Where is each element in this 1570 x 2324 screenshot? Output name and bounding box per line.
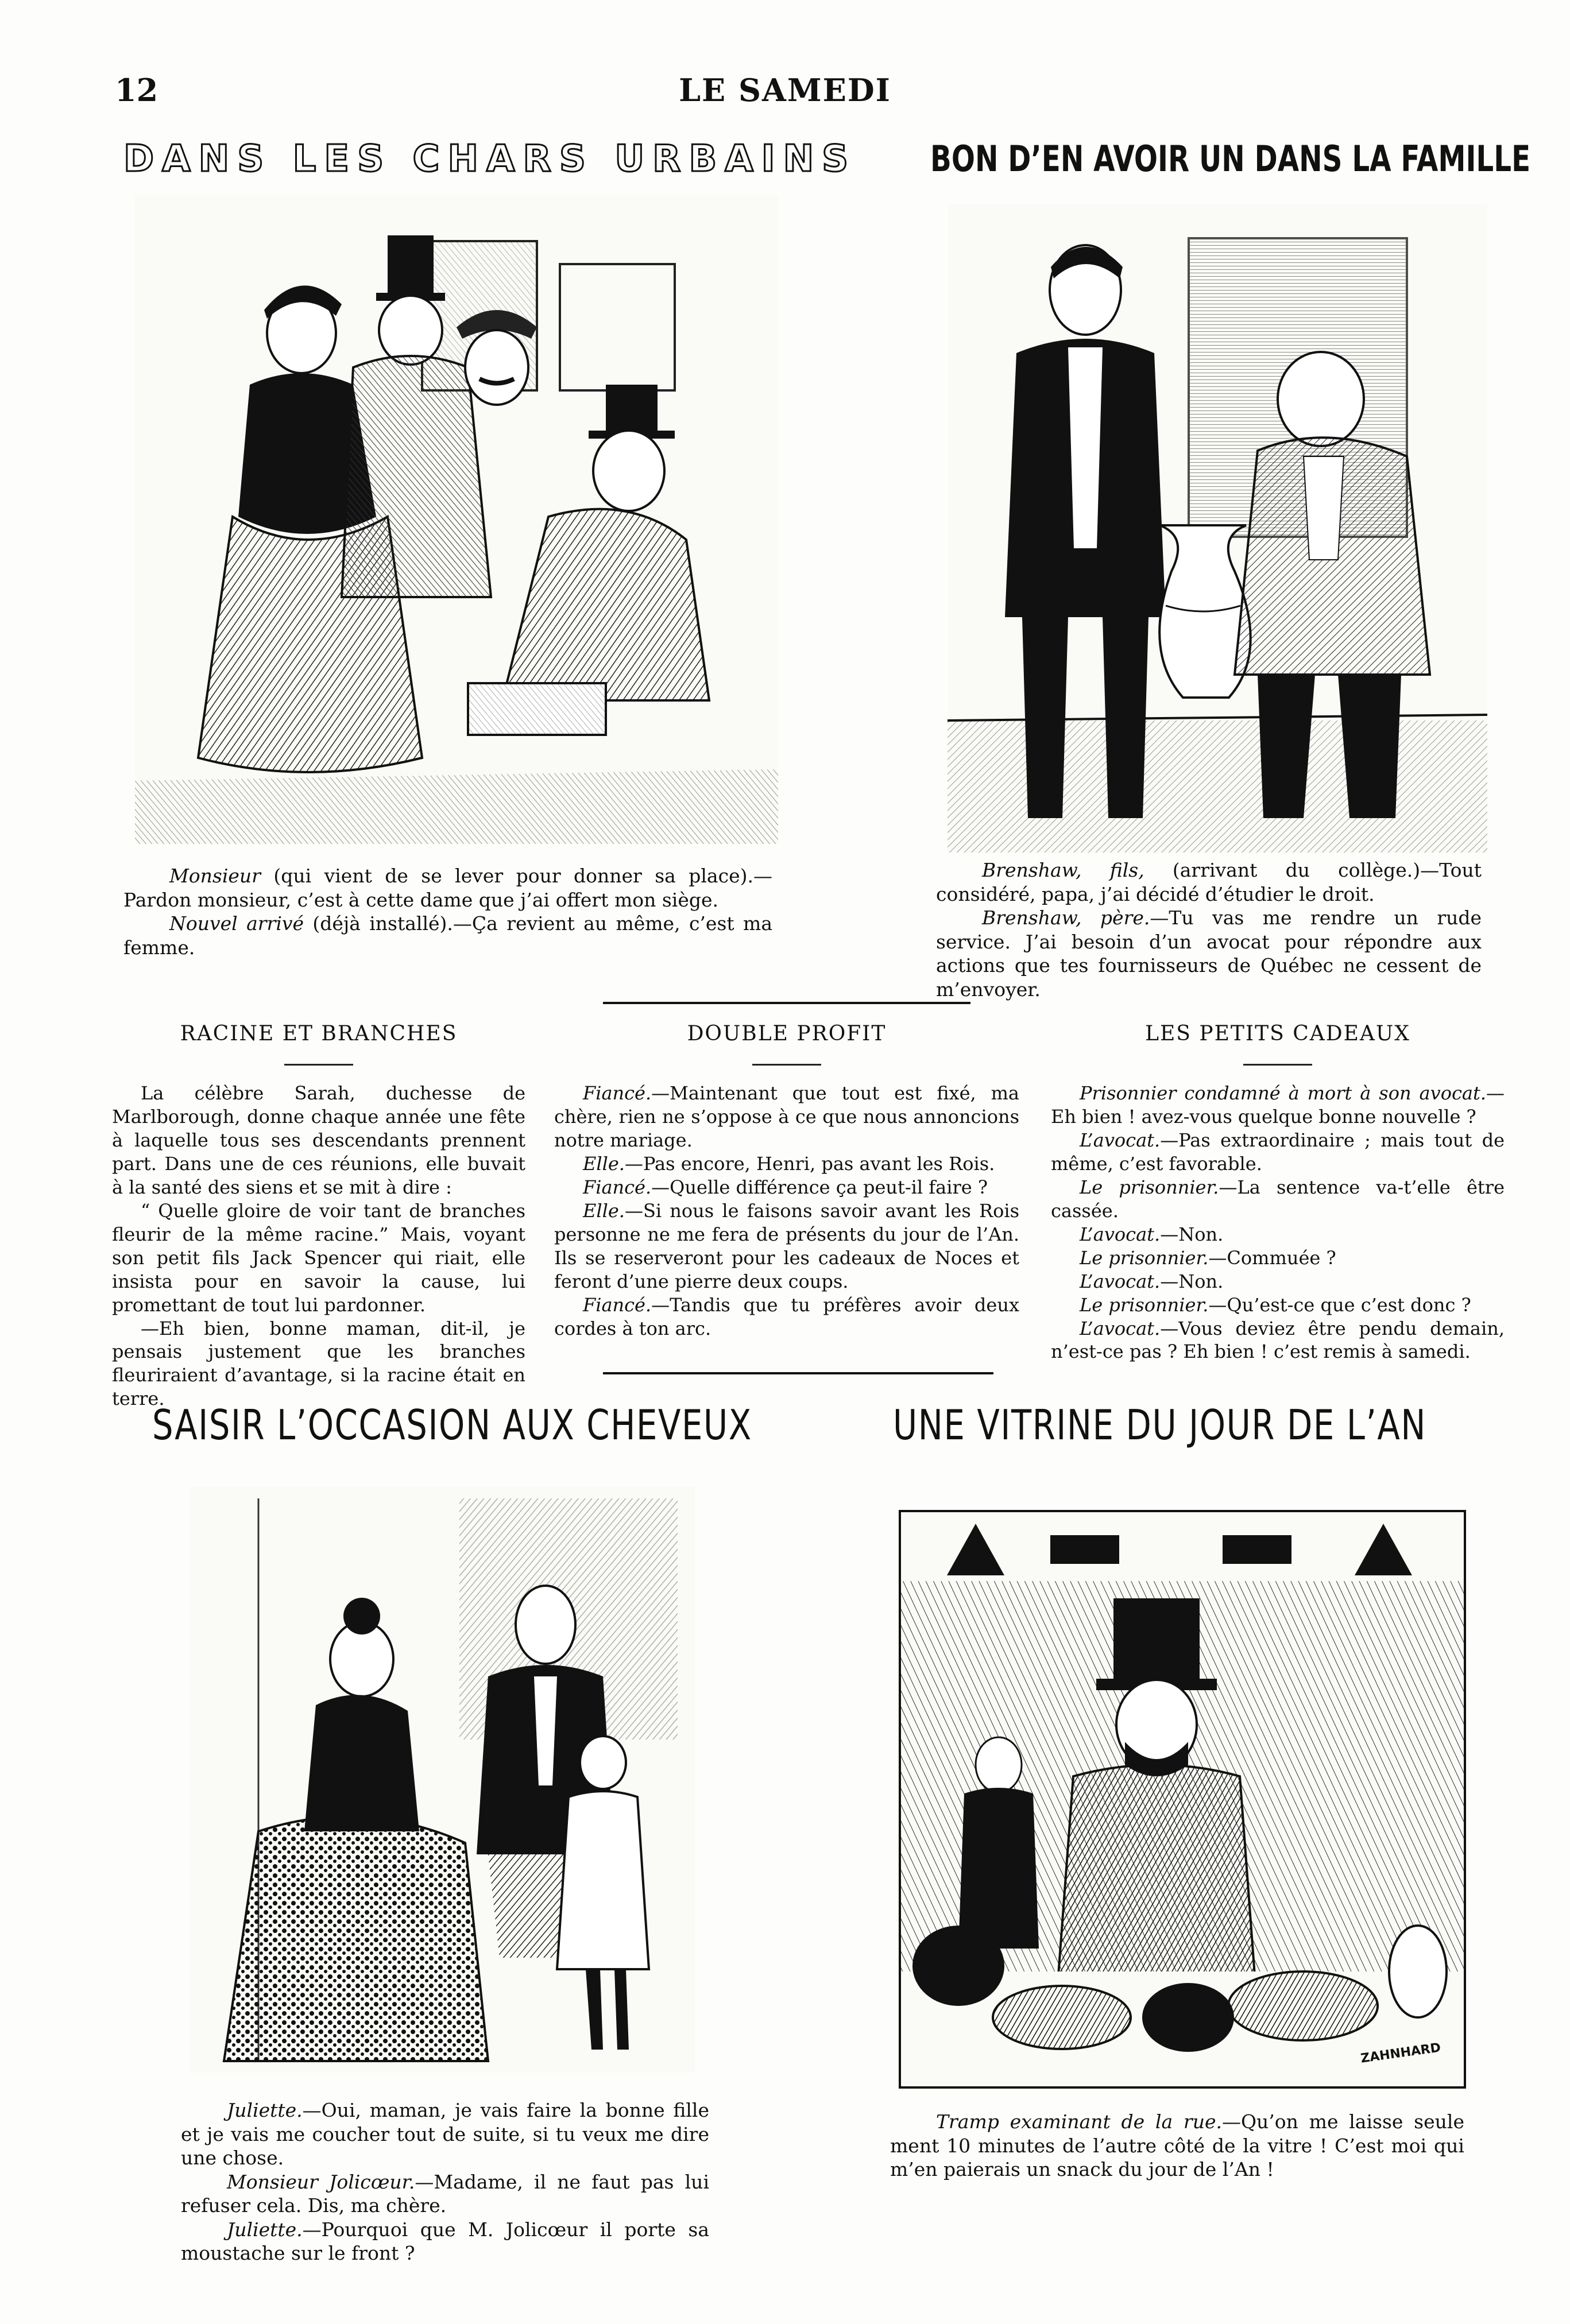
paragraph: [554, 1082, 1019, 1152]
dialogue-text: —Commuée ?: [1208, 1246, 1336, 1269]
column-rule: [1243, 1064, 1312, 1066]
speaker-name: Fiancé.: [583, 1293, 652, 1316]
paragraph: [1051, 1176, 1505, 1223]
paragraph: La célèbre Sarah, duchesse de Marlborough, donne chaque année une fête à laquelle tous ses descendants prennent part. Dans une de ces réunions, elle buvait à la santé des siens et se mit à dire :: [112, 1082, 525, 1198]
caption-famille: [936, 858, 1482, 1001]
caption-line: [181, 2098, 709, 2170]
caption-line: [936, 858, 1482, 906]
speaker-name: Fiancé.: [583, 1176, 652, 1198]
page-number: 12: [115, 72, 158, 109]
tramp-at-shop-window-illustration: [899, 1510, 1466, 2089]
father-and-son-illustration: [948, 204, 1487, 853]
dialogue-text: —La sentence va-t’elle être cassée.: [1051, 1176, 1505, 1222]
paragraph: [554, 1176, 1019, 1199]
dialogue-text: —Non.: [1160, 1223, 1224, 1245]
paragraph: —Eh bien, bonne maman, dit-il, je pensais justement que les branches fleuriraient d’avantage, si la racine était en terre.: [112, 1317, 525, 1410]
dialogue-text: —Madame, il ne faut pas lui refuser cela. Dis, ma chère.: [181, 2170, 709, 2217]
dialogue-text: —Vous deviez être pendu demain, n’est-ce pas ? Eh bien ! c’est remis à samedi.: [1051, 1317, 1505, 1363]
caption-line: [936, 906, 1482, 1001]
column-racine: [112, 1022, 525, 1411]
dialogue-text: —Qu’est-ce que c’est donc ?: [1208, 1293, 1471, 1316]
speaker-name: Prisonnier condamné à mort à son avocat.: [1080, 1082, 1486, 1104]
speaker-name: Nouvel arrivé: [169, 912, 304, 935]
speaker-name: L’avocat.: [1080, 1129, 1161, 1151]
dialogue-text: —Eh bien ! avez-vous quelque bonne nouvelle ?: [1051, 1082, 1505, 1128]
speaker-name: Brenshaw, fils,: [982, 859, 1144, 881]
speaker-name: Tramp examinant de la rue.: [936, 2110, 1222, 2133]
column-body: [554, 1082, 1019, 1340]
newspaper-title: LE SAMEDI: [679, 72, 891, 109]
column-body: [1051, 1082, 1505, 1364]
speaker-name: Juliette.: [227, 2099, 303, 2121]
family-parlor-illustration: [190, 1487, 695, 2073]
dialogue-text: —Maintenant que tout est fixé, ma chère, rien ne s’oppose à ce que nous annoncions notre mariage.: [554, 1082, 1019, 1151]
dialogue-text: (qui vient de se lever pour donner sa place).—Pardon monsieur, c’est à cette dame que j’ai offert mon siège.: [123, 865, 772, 911]
caption-line: [181, 2218, 709, 2265]
section-rule: [603, 1002, 970, 1004]
dialogue-text: —Qu’on me laisse seule ment 10 minutes de l’autre côté de la vitre ! C’est moi qui m’en paierais un snack du jour de l’An !: [890, 2110, 1464, 2181]
dialogue-text: (déjà installé).—Ça revient au même, c’est ma femme.: [123, 912, 772, 959]
dialogue-text: —Oui, maman, je vais faire la bonne fille et je vais me coucher tout de suite, si tu veux me dire une chose.: [181, 2099, 709, 2170]
speaker-name: Le prisonnier.: [1080, 1293, 1209, 1316]
caption-vitrine: [890, 2110, 1464, 2182]
caption-chars-urbains: [123, 864, 772, 959]
caption-line: [123, 912, 772, 959]
column-body: [112, 1082, 525, 1411]
speaker-name: Juliette.: [227, 2218, 303, 2241]
speaker-name: L’avocat.: [1080, 1223, 1161, 1245]
dialogue-text: —Si nous le faisons savoir avant les Rois personne ne me fera de présents du jour de l’An. Ils se reserveront pour les cadeaux de Noces et feront d’une pierre deux coups.: [554, 1199, 1019, 1292]
paragraph: [1051, 1223, 1505, 1246]
speaker-name: Elle.: [583, 1152, 625, 1175]
paragraph: [1051, 1293, 1505, 1317]
column-double-profit: [554, 1022, 1019, 1340]
dialogue-text: —Tandis que tu préfères avoir deux cordes à ton arc.: [554, 1293, 1019, 1339]
dialogue-text: (arrivant du collège.)—Tout considéré, papa, j’ai décidé d’étudier le droit.: [936, 859, 1482, 905]
panel-title-famille: BON D’EN AVOIR UN DANS LA FAMILLE: [930, 138, 1531, 180]
dialogue-text: —Quelle différence ça peut-il faire ?: [651, 1176, 988, 1198]
column-rule: [284, 1064, 353, 1066]
speaker-name: Elle.: [583, 1199, 625, 1222]
speaker-name: L’avocat.: [1080, 1270, 1161, 1292]
paragraph: [554, 1199, 1019, 1293]
column-title: DOUBLE PROFIT: [687, 1022, 887, 1045]
paragraph: [554, 1293, 1019, 1341]
paragraph: [554, 1152, 1019, 1176]
speaker-name: Le prisonnier.: [1080, 1176, 1219, 1198]
caption-line: [123, 864, 772, 912]
speaker-name: Monsieur: [169, 865, 261, 887]
dialogue-text: —Pourquoi que M. Jolicœur il porte sa moustache sur le front ?: [181, 2218, 709, 2265]
paragraph: “ Quelle gloire de voir tant de branches fleurir de la même racine.” Mais, voyant son petit fils Jack Spencer qui riait, elle insista pour en savoir la cause, lui promettant de tout lui pardonner.: [112, 1199, 525, 1316]
column-title: RACINE ET BRANCHES: [180, 1022, 458, 1045]
artist-signature: ZAHNHARD: [1359, 2040, 1442, 2066]
streetcar-passengers-illustration: [135, 195, 778, 844]
panel-title-vitrine: UNE VITRINE DU JOUR DE L’AN: [893, 1401, 1427, 1449]
column-rule: [752, 1064, 821, 1066]
paragraph: [1051, 1129, 1505, 1176]
section-rule: [603, 1372, 993, 1374]
caption-line: [890, 2110, 1464, 2182]
dialogue-text: —Non.: [1160, 1270, 1224, 1292]
column-title: LES PETITS CADEAUX: [1145, 1022, 1410, 1045]
panel-title-chars-urbains: DANS LES CHARS URBAINS: [123, 138, 857, 180]
speaker-name: L’avocat.: [1080, 1317, 1161, 1339]
speaker-name: Brenshaw, père.: [982, 907, 1150, 929]
column-petits-cadeaux: [1051, 1022, 1505, 1364]
panel-title-occasion: SAISIR L’OCCASION AUX CHEVEUX: [152, 1401, 752, 1449]
speaker-name: Monsieur Jolicœur.: [227, 2170, 415, 2193]
paragraph: [1051, 1317, 1505, 1364]
speaker-name: Le prisonnier.: [1080, 1246, 1209, 1269]
dialogue-text: —Pas extraordinaire ; mais tout de même, c’est favorable.: [1051, 1129, 1505, 1175]
dialogue-text: —Pas encore, Henri, pas avant les Rois.: [624, 1152, 995, 1175]
speaker-name: Fiancé.: [583, 1082, 652, 1104]
caption-line: [181, 2170, 709, 2218]
paragraph: [1051, 1082, 1505, 1129]
caption-occasion: [181, 2098, 709, 2265]
paragraph: [1051, 1246, 1505, 1270]
dialogue-text: —Tu vas me rendre un rude service. J’ai besoin d’un avocat pour répondre aux actions que tes fournisseurs de Québec ne cessent de m’envoyer.: [936, 907, 1482, 1001]
paragraph: [1051, 1270, 1505, 1293]
